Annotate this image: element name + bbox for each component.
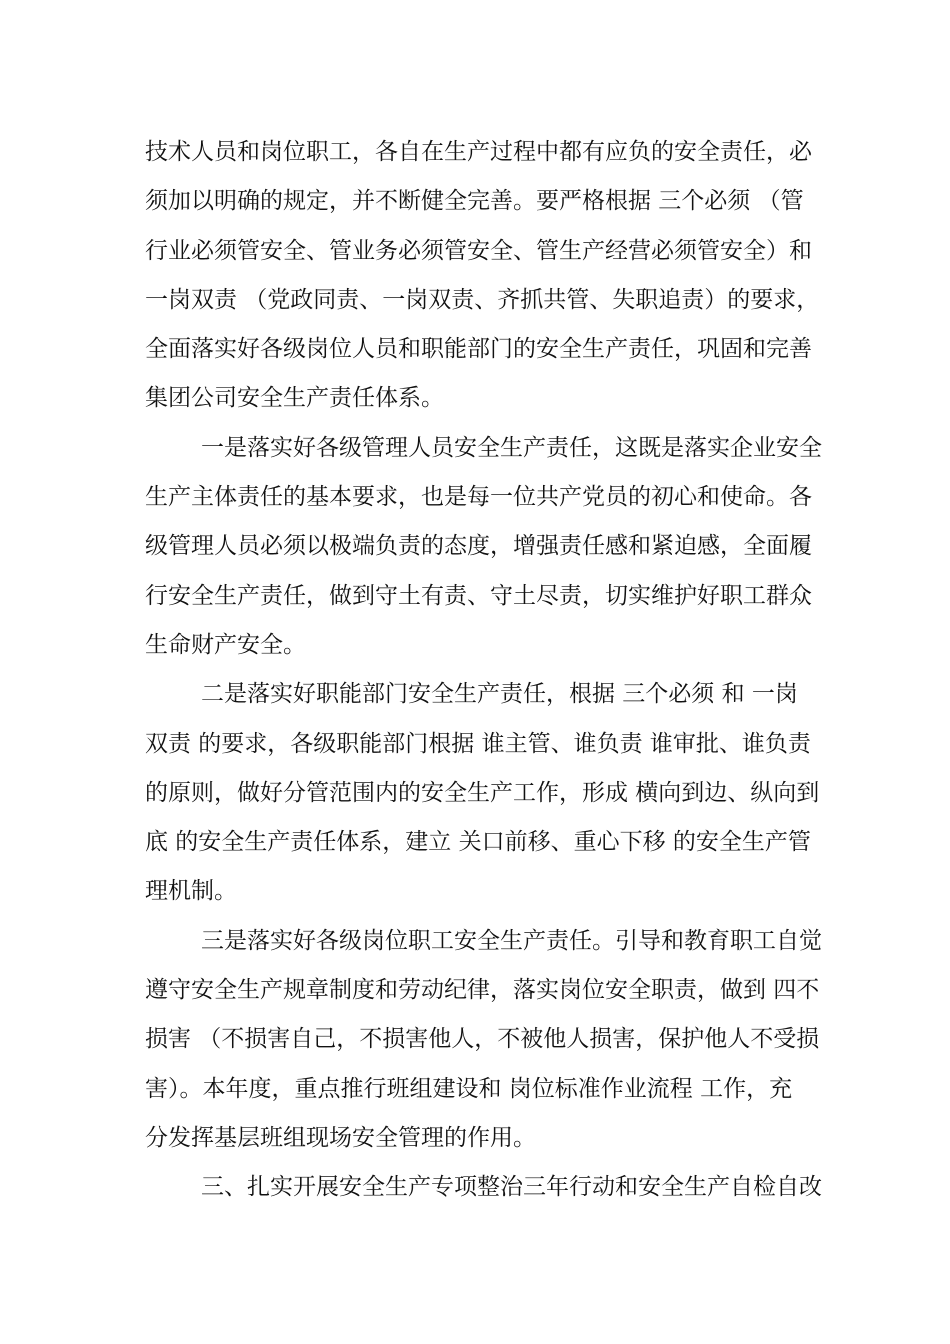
text-line: 损害 （不损害自己，不损害他人，不被他人损害，保护他人不受损 bbox=[145, 1026, 820, 1053]
text-line: 须加以明确的规定，并不断健全完善。要严格根据 三个必须 （管 bbox=[145, 188, 804, 215]
text-line: 技术人员和岗位职工，各自在生产过程中都有应负的安全责任，必 bbox=[145, 139, 812, 165]
text-line: 全面落实好各级岗位人员和职能部门的安全生产责任，巩固和完善 bbox=[145, 336, 812, 363]
paragraph-first-line: 三是落实好各级岗位职工安全生产责任。引导和教育职工自觉 bbox=[201, 927, 822, 954]
text-line: 集团公司安全生产责任体系。 bbox=[145, 385, 444, 412]
text-line: 生命财产安全。 bbox=[145, 631, 306, 658]
text-line: 行安全生产责任，做到守土有责、守土尽责，切实维护好职工群众 bbox=[145, 582, 812, 609]
text-line: 行业必须管安全、管业务必须管安全、管生产经营必须管安全）和 bbox=[145, 237, 812, 264]
text-line: 一岗双责 （党政同责、一岗双责、齐抓共管、失职追责）的要求， bbox=[145, 286, 820, 313]
text-line: 生产主体责任的基本要求，也是每一位共产党员的初心和使命。各 bbox=[145, 484, 812, 511]
text-line: 遵守安全生产规章制度和劳动纪律，落实岗位安全职责，做到 四不 bbox=[145, 977, 820, 1004]
paragraph-first-line: 二是落实好职能部门安全生产责任，根据 三个必须 和 一岗 bbox=[201, 681, 798, 708]
text-line: 理机制。 bbox=[145, 878, 237, 905]
text-line: 分发挥基层班组现场安全管理的作用。 bbox=[145, 1124, 536, 1151]
text-line: 双责 的要求，各级职能部门根据 谁主管、谁负责 谁审批、谁负责 bbox=[145, 730, 811, 757]
text-line: 底 的安全生产责任体系，建立 关口前移、重心下移 的安全生产管 bbox=[145, 829, 811, 856]
section-heading: 三、扎实开展安全生产专项整治三年行动和安全生产自检自改 bbox=[201, 1174, 822, 1201]
text-line: 级管理人员必须以极端负责的态度，增强责任感和紧迫感，全面履 bbox=[145, 533, 812, 560]
paragraph-first-line: 一是落实好各级管理人员安全生产责任，这既是落实企业安全 bbox=[201, 434, 822, 461]
text-line: 的原则，做好分管范围内的安全生产工作，形成 横向到边、纵向到 bbox=[145, 779, 820, 806]
text-line: 害）。本年度，重点推行班组建设和 岗位标准作业流程 工作，充 bbox=[145, 1075, 793, 1102]
body-text bbox=[145, 128, 822, 1213]
